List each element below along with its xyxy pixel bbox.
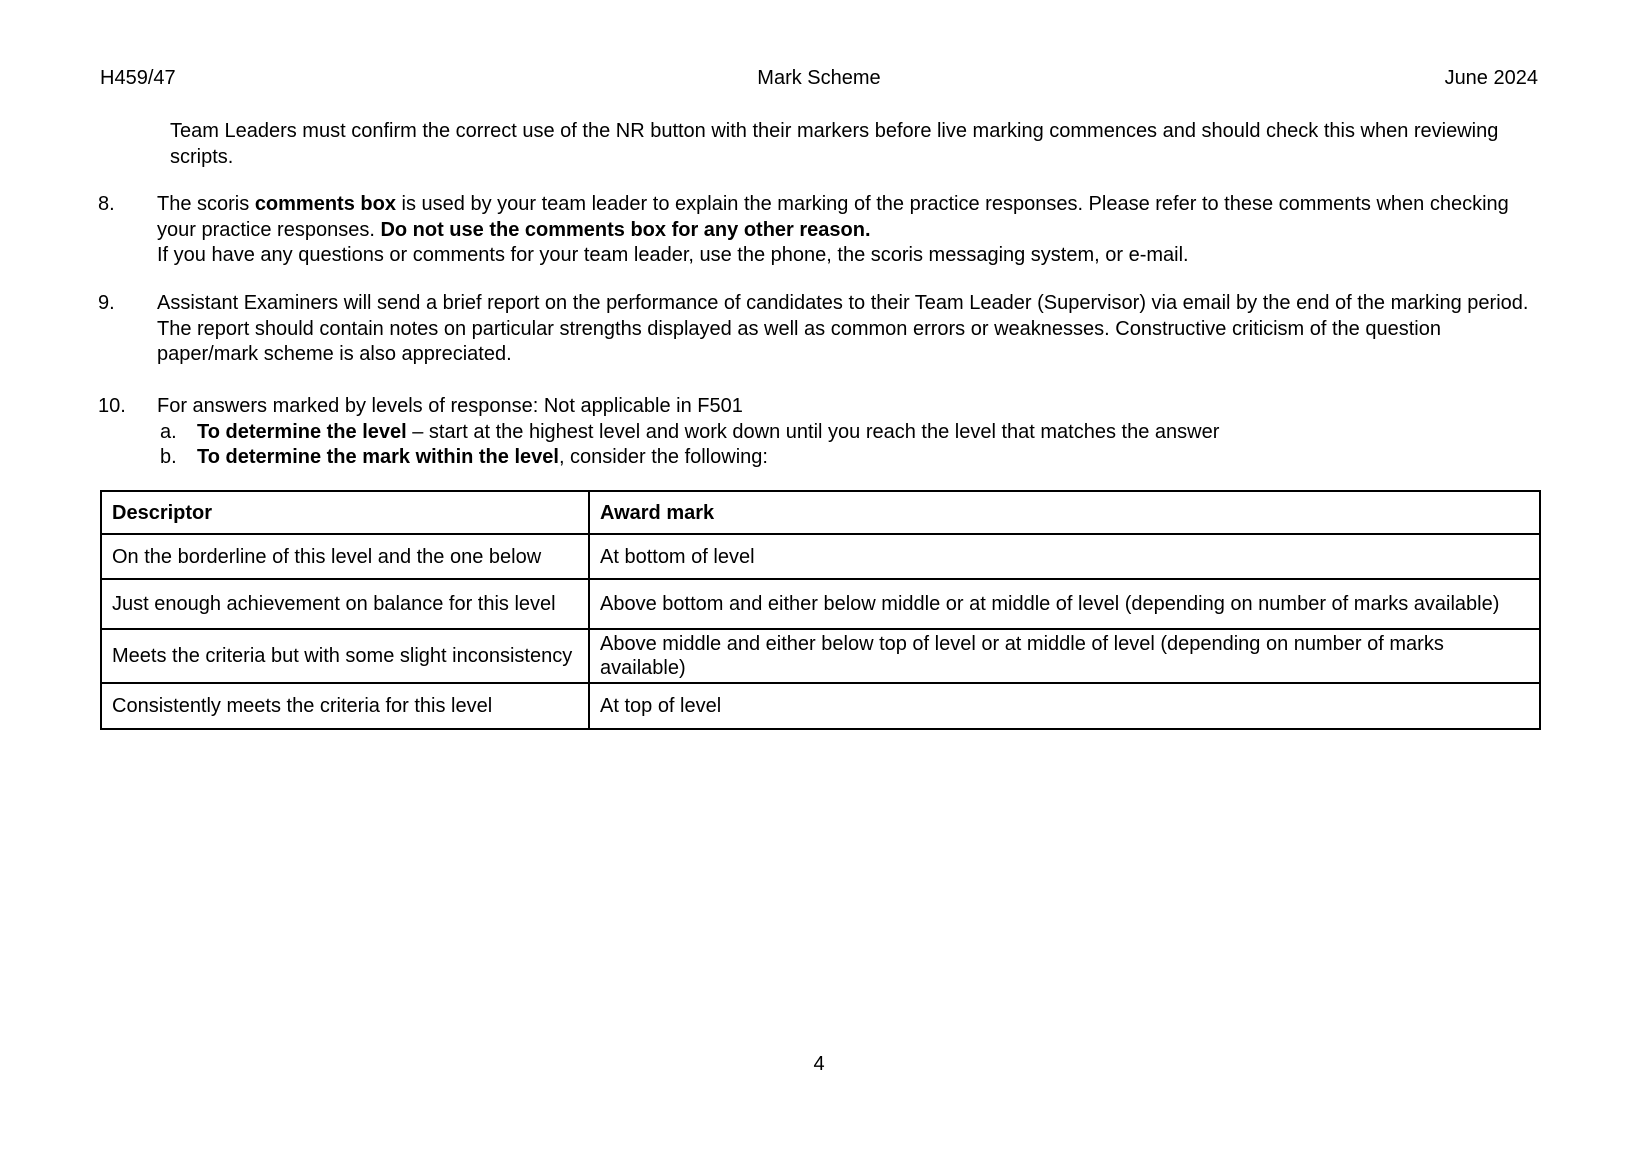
page-header <box>100 66 1538 92</box>
list-item-9-number: 9. <box>98 292 115 314</box>
table-cell-descriptor: On the borderline of this level and the one below <box>101 534 589 579</box>
header-paper-code: H459/47 <box>100 67 176 89</box>
levels-of-response-table <box>100 490 1541 730</box>
list-item-10-body <box>157 394 1538 471</box>
table-cell-descriptor: Meets the criteria but with some slight inconsistency <box>101 629 589 683</box>
header-title: Mark Scheme <box>757 67 881 89</box>
list-item-8-body: The scoris comments box is used by your team leader to explain the marking of the practice responses. Please refer to these comments when checking your practice responses. Do not use the comments box for any other reason. If you have any questions or comments for your team leader, use the phone, the scoris messaging system, or e-mail. <box>157 193 1509 266</box>
table-cell-award-mark: At bottom of level <box>589 534 1540 579</box>
list-subitem-a <box>157 420 1538 446</box>
list-item-8 <box>98 192 1538 269</box>
table-row <box>101 534 1540 579</box>
table-header-descriptor: Descriptor <box>101 491 589 534</box>
list-item-8-number: 8. <box>98 193 115 215</box>
list-subitem-b <box>157 445 1538 471</box>
list-subitem-a-letter: a. <box>160 420 177 443</box>
header-date: June 2024 <box>1444 67 1538 89</box>
table-row <box>101 629 1540 683</box>
table-row <box>101 579 1540 629</box>
list-item-10-intro: For answers marked by levels of response: Not applicable in F501 <box>157 395 743 417</box>
list-subitem-a-body: To determine the level – start at the highest level and work down until you reach the level that matches the answer <box>197 420 1220 443</box>
list-subitem-b-body: To determine the mark within the level, consider the following: <box>197 446 768 468</box>
list-item-9-body: Assistant Examiners will send a brief report on the performance of candidates to their Team Leader (Supervisor) via email by the end of the marking period. The report should contain notes on particular strengths displayed as well as common errors or weaknesses. Constructive criticism of the question paper/mark scheme is also appreciated. <box>157 292 1529 365</box>
list-item-9 <box>98 291 1538 368</box>
table-header-award-mark: Award mark <box>589 491 1540 534</box>
table-cell-award-mark: At top of level <box>589 683 1540 729</box>
table-header-row <box>101 491 1540 534</box>
list-item-10 <box>98 394 1538 471</box>
table-cell-award-mark: Above bottom and either below middle or at middle of level (depending on number of marks available) <box>589 579 1540 629</box>
list-item-10-number: 10. <box>98 395 126 417</box>
list-subitem-b-letter: b. <box>160 446 177 468</box>
table-cell-descriptor: Consistently meets the criteria for this level <box>101 683 589 729</box>
intro-paragraph: Team Leaders must confirm the correct use of the NR button with their markers before live marking commences and should check this when reviewing scripts. <box>170 120 1499 168</box>
page-number: 4 <box>813 1053 825 1075</box>
table-row <box>101 683 1540 729</box>
table-cell-descriptor: Just enough achievement on balance for this level <box>101 579 589 629</box>
table-cell-award-mark: Above middle and either below top of level or at middle of level (depending on number of marks available) <box>589 629 1540 683</box>
